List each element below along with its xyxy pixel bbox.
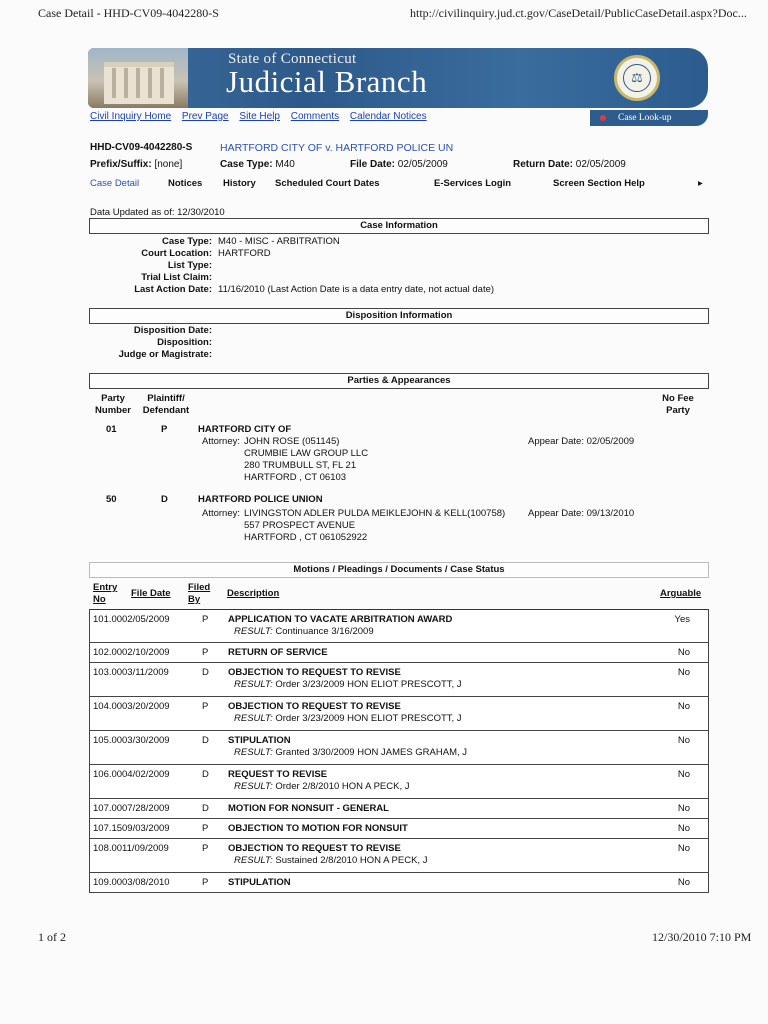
print-header-url: http://civilinquiry.jud.ct.gov/CaseDetail/PublicCaseDetail.aspx?Doc... — [410, 6, 747, 20]
case-info-label: Court Location: — [141, 248, 212, 259]
attorney-address-line: HARTFORD , CT 06103 — [244, 472, 347, 483]
motion-filed-by: D — [202, 803, 209, 814]
file-date: File Date: 02/05/2009 — [350, 159, 448, 170]
case-type-summary: Case Type: M40 — [220, 159, 295, 170]
motion-result: RESULT: Granted 3/30/2009 HON JAMES GRAHAM, J — [234, 747, 468, 758]
docket-number: HHD-CV09-4042280-S — [90, 142, 193, 153]
motion-result: RESULT: Order 3/23/2009 HON ELIOT PRESCOTT, J — [234, 679, 462, 690]
party-role: P — [161, 424, 168, 435]
motion-entry-no: 107.00 — [93, 803, 123, 814]
appear-date: Appear Date: 02/05/2009 — [528, 436, 635, 447]
motion-filed-by: D — [202, 667, 209, 678]
nav-link-comments[interactable]: Comments — [290, 111, 340, 122]
motion-entry-no: 101.00 — [93, 614, 123, 625]
case-info-value: 11/16/2010 (Last Action Date is a data entry date, not actual date) — [218, 284, 495, 295]
motion-filed-by: D — [202, 769, 209, 780]
motion-row — [89, 609, 709, 643]
no-fee-party-header: No Fee Party — [662, 393, 694, 416]
motion-description: STIPULATION — [228, 877, 291, 888]
motion-file-date: 03/30/2009 — [122, 735, 170, 746]
motion-arguable: No — [677, 803, 690, 814]
disposition-information-header: Disposition Information — [89, 308, 709, 324]
motion-entry-no: 103.00 — [93, 667, 123, 678]
motion-row — [89, 697, 709, 731]
motion-entry-no: 102.00 — [93, 647, 123, 658]
motion-arguable: No — [677, 843, 690, 854]
party-role: D — [161, 494, 168, 505]
case-caption: HARTFORD CITY OF v. HARTFORD POLICE UN — [220, 142, 454, 154]
party-number-header: Party Number — [95, 393, 131, 416]
motion-file-date: 07/28/2009 — [122, 803, 170, 814]
attorney-address-line: 280 TRUMBULL ST, FL 21 — [244, 460, 357, 471]
print-timestamp: 12/30/2010 7:10 PM — [652, 930, 752, 944]
data-updated: Data Updated as of: 12/30/2010 — [90, 207, 225, 218]
motion-result: RESULT: Order 2/8/2010 HON A PECK, J — [234, 781, 410, 792]
motion-arguable: No — [677, 735, 690, 746]
plaintiff-defendant-header: Plaintiff/ Defendant — [142, 393, 190, 416]
motion-description: MOTION FOR NONSUIT - GENERAL — [228, 803, 389, 814]
motion-result: RESULT: Order 3/23/2009 HON ELIOT PRESCOTT, J — [234, 713, 462, 724]
disposition-label: Disposition Date: — [133, 325, 212, 336]
case-info-label: Case Type: — [162, 236, 212, 247]
motion-file-date: 02/05/2009 — [122, 614, 170, 625]
banner-subtitle: State of Connecticut — [228, 51, 357, 67]
motion-description: RETURN OF SERVICE — [228, 647, 328, 658]
entry-no-header: Entry No — [93, 582, 118, 605]
motion-row — [89, 731, 709, 765]
disposition-label: Disposition: — [157, 337, 212, 348]
more-arrow-icon[interactable]: ▸ — [698, 178, 703, 189]
motion-arguable: No — [677, 701, 690, 712]
bullet-icon — [600, 115, 606, 121]
party-number: 50 — [106, 494, 117, 505]
party-number: 01 — [106, 424, 117, 435]
motions-table-header — [90, 582, 710, 608]
attorney-label: Attorney: — [202, 508, 241, 519]
party-name: HARTFORD POLICE UNION — [198, 494, 323, 505]
case-lookup-button[interactable] — [590, 110, 708, 126]
motion-row — [89, 643, 709, 663]
motion-row — [89, 819, 709, 839]
appear-date: Appear Date: 09/13/2010 — [528, 508, 635, 519]
attorney-address-line: 557 PROSPECT AVENUE — [244, 520, 356, 531]
disposition-label: Judge or Magistrate: — [118, 349, 212, 360]
motion-description: REQUEST TO REVISE — [228, 769, 328, 780]
motion-description: STIPULATION — [228, 735, 291, 746]
tab-e-services-login[interactable]: E-Services Login — [434, 178, 512, 189]
motion-entry-no: 108.00 — [93, 843, 123, 854]
case-lookup-label: Case Look-up — [618, 113, 672, 123]
motion-file-date: 02/10/2009 — [122, 647, 170, 658]
nav-link-site-help[interactable]: Site Help — [239, 111, 280, 122]
case-info-label: Last Action Date: — [134, 284, 212, 295]
motion-file-date: 04/02/2009 — [122, 769, 170, 780]
attorney-address-line: HARTFORD , CT 061052922 — [244, 532, 368, 543]
case-info-label: List Type: — [167, 260, 212, 271]
motion-filed-by: P — [202, 701, 209, 712]
print-header-title: Case Detail - HHD-CV09-4042280-S — [38, 6, 219, 20]
motion-row — [89, 873, 709, 893]
motion-row — [89, 839, 709, 873]
motion-description: OBJECTION TO REQUEST TO REVISE — [228, 667, 401, 678]
print-page-number: 1 of 2 — [38, 930, 66, 944]
motion-entry-no: 109.00 — [93, 877, 123, 888]
motion-arguable: No — [677, 647, 690, 658]
banner-title: Judicial Branch — [226, 64, 428, 99]
case-info-value: HARTFORD — [218, 248, 271, 259]
motion-row — [89, 765, 709, 799]
attorney-address-line: CRUMBIE LAW GROUP LLC — [244, 448, 369, 459]
tab-notices[interactable]: Notices — [168, 178, 203, 189]
motion-file-date: 11/09/2009 — [122, 843, 169, 854]
motion-filed-by: D — [202, 735, 209, 746]
motions-header: Motions / Pleadings / Documents / Case Status — [89, 562, 709, 578]
tab-history[interactable]: History — [223, 178, 256, 189]
filed-by-header: Filed By — [188, 582, 211, 605]
case-info-label: Trial List Claim: — [141, 272, 212, 283]
motion-arguable: No — [677, 823, 690, 834]
motion-result: RESULT: Continuance 3/16/2009 — [234, 626, 374, 637]
prefix-suffix: Prefix/Suffix: [none] — [90, 159, 183, 170]
motion-arguable: No — [677, 769, 690, 780]
nav-links — [90, 111, 435, 122]
motion-arguable: No — [677, 667, 690, 678]
motion-entry-no: 106.00 — [93, 769, 123, 780]
party-name: HARTFORD CITY OF — [198, 424, 292, 435]
nav-link-calendar-notices[interactable]: Calendar Notices — [349, 111, 427, 122]
description-header: Description — [227, 588, 280, 599]
file-date-header: File Date — [131, 588, 171, 599]
motion-file-date: 09/03/2009 — [122, 823, 170, 834]
return-date: Return Date: 02/05/2009 — [513, 159, 626, 170]
motion-entry-no: 107.15 — [93, 823, 123, 834]
motion-arguable: Yes — [674, 614, 690, 625]
motion-entry-no: 104.00 — [93, 701, 123, 712]
motion-filed-by: P — [202, 823, 209, 834]
motion-row — [89, 663, 709, 697]
motion-description: OBJECTION TO MOTION FOR NONSUIT — [228, 823, 408, 834]
case-info-value: M40 - MISC - ARBITRATION — [218, 236, 340, 247]
motion-description: APPLICATION TO VACATE ARBITRATION AWARD — [228, 614, 453, 625]
motion-file-date: 03/11/2009 — [122, 667, 169, 678]
motion-arguable: No — [677, 877, 690, 888]
motion-row — [89, 799, 709, 819]
seal-icon: ⚖ — [614, 55, 660, 101]
motion-description: OBJECTION TO REQUEST TO REVISE — [228, 843, 401, 854]
tab-scheduled-court-dates[interactable]: Scheduled Court Dates — [275, 178, 380, 189]
tab-case-detail[interactable]: Case Detail — [90, 178, 140, 189]
attorney-name: LIVINGSTON ADLER PULDA MEIKLEJOHN & KELL(100758) — [244, 508, 506, 519]
motion-filed-by: P — [202, 843, 209, 854]
nav-link-civil-inquiry-home[interactable]: Civil Inquiry Home — [90, 111, 172, 122]
motion-filed-by: P — [202, 647, 209, 658]
tab-screen-section-help[interactable]: Screen Section Help — [553, 178, 645, 189]
parties-appearances-header: Parties & Appearances — [89, 373, 709, 389]
motion-description: OBJECTION TO REQUEST TO REVISE — [228, 701, 401, 712]
nav-link-prev-page[interactable]: Prev Page — [181, 111, 229, 122]
motion-file-date: 03/20/2009 — [122, 701, 170, 712]
motion-result: RESULT: Sustained 2/8/2010 HON A PECK, J — [234, 855, 428, 866]
courthouse-photo — [88, 48, 188, 108]
case-information-header: Case Information — [89, 218, 709, 234]
motion-entry-no: 105.00 — [93, 735, 123, 746]
motion-file-date: 03/08/2010 — [122, 877, 170, 888]
motion-filed-by: P — [202, 877, 209, 888]
arguable-header: Arguable — [660, 588, 702, 599]
judicial-branch-banner — [88, 48, 708, 108]
motion-filed-by: P — [202, 614, 209, 625]
attorney-name: JOHN ROSE (051145) — [244, 436, 340, 447]
attorney-label: Attorney: — [202, 436, 241, 447]
